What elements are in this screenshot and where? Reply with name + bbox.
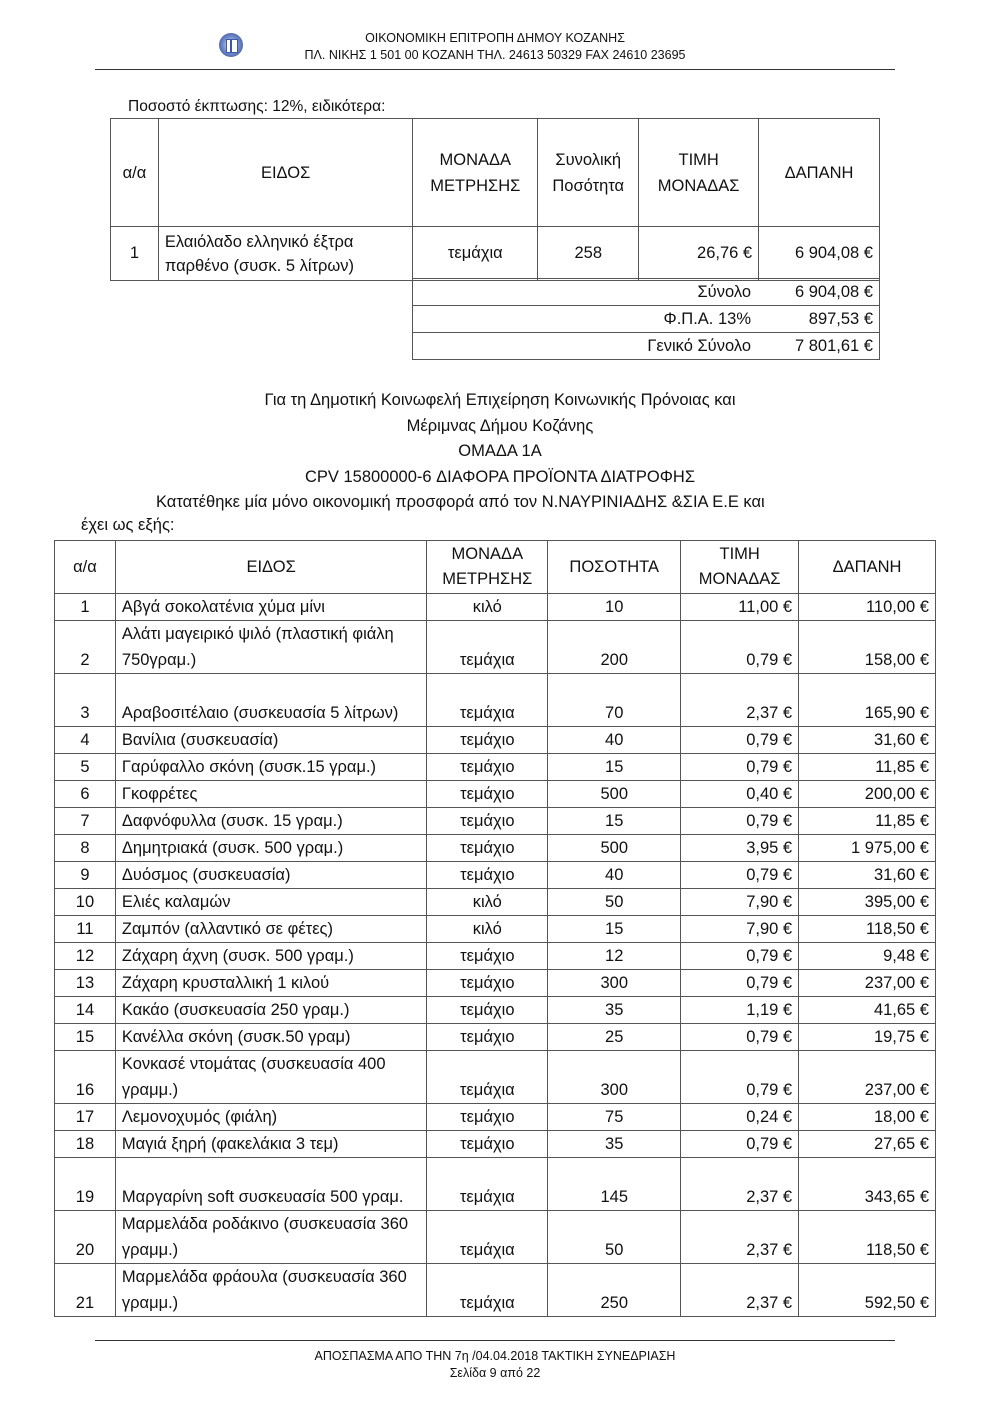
cell-qty: 35 [548, 997, 681, 1024]
cell-unit: τεμάχια [427, 1051, 548, 1104]
cell-aa: 7 [55, 808, 116, 835]
cell-cost: 9,48 € [799, 943, 936, 970]
cell-item: Δαφνόφυλλα (συσκ. 15 γραμ.) [115, 808, 426, 835]
cell-item: Αλάτι μαγειρικό ψιλό (πλαστική φιάλη 750γραμ.) [115, 621, 426, 674]
cell-price: 2,37 € [681, 1264, 799, 1317]
cell-unit: τεμάχιο [427, 997, 548, 1024]
table-row [55, 997, 936, 1024]
cell-item: Αβγά σοκολατένια χύμα μίνι [115, 594, 426, 621]
table-row [55, 808, 936, 835]
offer-paragraph-cont: έχει ως εξής: [81, 515, 175, 534]
cell-item: Δυόσμος (συσκευασία) [115, 862, 426, 889]
page-number: Σελίδα 9 από 22 [449, 1366, 541, 1380]
cell-item: Κανέλλα σκόνη (συσκ.50 γραμ) [115, 1024, 426, 1051]
cell-cost: 27,65 € [799, 1131, 936, 1158]
cell-price: 0,79 € [681, 1051, 799, 1104]
subtotal-value: 6 904,08 € [759, 279, 880, 306]
cell-item: Μαγιά ξηρή (φακελάκια 3 τεμ) [115, 1131, 426, 1158]
cell-unit: τεμάχια [427, 1264, 548, 1317]
cell-item: Ελιές καλαμών [115, 889, 426, 916]
table-row [55, 943, 936, 970]
cell-price: 0,79 € [681, 1131, 799, 1158]
cell-aa: 15 [55, 1024, 116, 1051]
cell-price: 0,40 € [681, 781, 799, 808]
cell-cost: 118,50 € [799, 916, 936, 943]
table-row [55, 1158, 936, 1211]
cell-price: 0,79 € [681, 808, 799, 835]
offer-paragraph: Κατατέθηκε μία μόνο οικονομική προσφορά από τον Ν.ΝΑΥΡΙΝΙΑΔΗΣ &ΣΙΑ Ε.Ε και [156, 493, 765, 511]
page-footer [95, 1348, 895, 1382]
table-row [55, 727, 936, 754]
table-row [55, 1024, 936, 1051]
cell-cost: 31,60 € [799, 862, 936, 889]
cell-qty: 500 [548, 781, 681, 808]
cell-aa: 8 [55, 835, 116, 862]
cell-cost: 395,00 € [799, 889, 936, 916]
cell-cost: 118,50 € [799, 1211, 936, 1264]
vat-value: 897,53 € [759, 306, 880, 333]
cell-item: Γαρύφαλλο σκόνη (συσκ.15 γραμ.) [115, 754, 426, 781]
cell-qty: 15 [548, 916, 681, 943]
cell-price: 7,90 € [681, 916, 799, 943]
cell-qty: 10 [548, 594, 681, 621]
table-row [55, 889, 936, 916]
cell-cost: 343,65 € [799, 1158, 936, 1211]
cell-cost: 237,00 € [799, 1051, 936, 1104]
cell-unit: κιλό [427, 594, 548, 621]
cell-qty: 50 [548, 889, 681, 916]
totals-table [412, 278, 880, 360]
cell-cost: 158,00 € [799, 621, 936, 674]
table-row [55, 754, 936, 781]
cell-aa: 11 [55, 916, 116, 943]
cell-item: Ελαιόλαδο ελληνικό έξτρα παρθένο (συσκ. 5 λίτρων) [158, 227, 412, 281]
col-header-item: ΕΙΔΟΣ [158, 119, 412, 227]
cell-aa: 5 [55, 754, 116, 781]
cell-qty: 25 [548, 1024, 681, 1051]
cell-item: Ζαμπόν (αλλαντικό σε φέτες) [115, 916, 426, 943]
table-row [55, 1264, 936, 1317]
cell-price: 7,90 € [681, 889, 799, 916]
cell-cost: 200,00 € [799, 781, 936, 808]
cell-aa: 9 [55, 862, 116, 889]
subtotal-label: Σύνολο [413, 279, 760, 306]
cell-aa: 17 [55, 1104, 116, 1131]
table-row [55, 594, 936, 621]
cell-qty: 40 [548, 727, 681, 754]
table-row [55, 916, 936, 943]
cell-item: Βανίλια (συσκευασία) [115, 727, 426, 754]
cell-item: Μαρμελάδα φράουλα (συσκευασία 360 γραμμ.) [115, 1264, 426, 1317]
cell-item: Κακάο (συσκευασία 250 γραμ.) [115, 997, 426, 1024]
header-divider [95, 69, 895, 70]
cell-item: Μαρμελάδα ροδάκινο (συσκευασία 360 γραμμ.) [115, 1211, 426, 1264]
cell-qty: 70 [548, 674, 681, 727]
col-header-item: ΕΙΔΟΣ [115, 541, 426, 594]
footer-meeting: ΑΠΟΣΠΑΣΜΑ ΑΠΟ ΤΗΝ 7η /04.04.2018 ΤΑΚΤΙΚΗ ΣΥΝΕΔΡΙΑΣΗ [314, 1349, 676, 1363]
intro-line-2: Μέριμνας Δήμου Κοζάνης [406, 416, 594, 435]
cell-qty: 300 [548, 970, 681, 997]
cell-unit: τεμάχιο [427, 781, 548, 808]
cell-item: Κονκασέ ντομάτας (συσκευασία 400 γραμμ.) [115, 1051, 426, 1104]
cell-unit: τεμάχια [413, 227, 538, 281]
table-row [55, 970, 936, 997]
offer-table-olive-oil [110, 118, 880, 281]
cell-aa: 12 [55, 943, 116, 970]
group-intro [60, 388, 940, 538]
cell-price: 0,79 € [681, 727, 799, 754]
group-title: ΟΜΑΔΑ 1Α [458, 442, 542, 460]
cell-item: Ζάχαρη άχνη (συσκ. 500 γραμ.) [115, 943, 426, 970]
table-row [55, 674, 936, 727]
cell-aa: 1 [111, 227, 159, 281]
cell-unit: τεμάχια [427, 674, 548, 727]
grand-total-label: Γενικό Σύνολο [413, 333, 760, 360]
cell-item: Ζάχαρη κρυσταλλική 1 κιλού [115, 970, 426, 997]
cell-aa: 4 [55, 727, 116, 754]
intro-line-1: Για τη Δημοτική Κοινωφελή Επιχείρηση Κοινωνικής Πρόνοιας και [264, 391, 736, 409]
table-row [55, 862, 936, 889]
cell-item: Δημητριακά (συσκ. 500 γραμ.) [115, 835, 426, 862]
cell-qty: 50 [548, 1211, 681, 1264]
cell-unit: τεμάχιο [427, 727, 548, 754]
cell-unit: τεμάχιο [427, 1024, 548, 1051]
totals-row-vat [413, 306, 880, 333]
cell-qty: 200 [548, 621, 681, 674]
cell-aa: 21 [55, 1264, 116, 1317]
letterhead-title: ΟΙΚΟΝΟΜΙΚΗ ΕΠΙΤΡΟΠΗ ΔΗΜΟΥ ΚΟΖΑΝΗΣ [365, 31, 625, 45]
cpv-title: CPV 15800000-6 ΔΙΑΦΟΡΑ ΠΡΟΪΟΝΤΑ ΔΙΑΤΡΟΦΗΣ [304, 467, 696, 486]
cell-cost: 19,75 € [799, 1024, 936, 1051]
cell-cost: 11,85 € [799, 754, 936, 781]
col-header-price: ΤΙΜΗ ΜΟΝΑΔΑΣ [681, 541, 799, 594]
cell-unit: τεμάχιο [427, 1104, 548, 1131]
cell-qty: 15 [548, 808, 681, 835]
cell-aa: 19 [55, 1158, 116, 1211]
table-row [55, 781, 936, 808]
cell-unit: τεμάχια [427, 621, 548, 674]
table-row [55, 835, 936, 862]
col-header-aa: α/α [111, 119, 159, 227]
totals-row-grand-total [413, 333, 880, 360]
col-header-cost: ΔΑΠΑΝΗ [759, 119, 880, 227]
cell-price: 11,00 € [681, 594, 799, 621]
cell-cost: 110,00 € [799, 594, 936, 621]
cell-unit: τεμάχια [427, 1211, 548, 1264]
col-header-qty: Συνολική Ποσότητα [538, 119, 639, 227]
cell-qty: 40 [548, 862, 681, 889]
grand-total-value: 7 801,61 € [759, 333, 880, 360]
cell-price: 3,95 € [681, 835, 799, 862]
letterhead [95, 30, 895, 64]
cell-item: Αραβοσιτέλαιο (συσκευασία 5 λίτρων) [115, 674, 426, 727]
col-header-cost: ΔΑΠΑΝΗ [799, 541, 936, 594]
cell-price: 0,79 € [681, 943, 799, 970]
table-row [55, 1211, 936, 1264]
cell-item: Μαργαρίνη soft συσκευασία 500 γραμ. [115, 1158, 426, 1211]
cell-price: 0,79 € [681, 754, 799, 781]
cell-aa: 10 [55, 889, 116, 916]
cell-aa: 3 [55, 674, 116, 727]
letterhead-address: ΠΛ. ΝΙΚΗΣ 1 501 00 ΚΟΖΑΝΗ ΤΗΛ. 24613 50329 FAX 24610 23695 [304, 48, 686, 62]
cell-cost: 237,00 € [799, 970, 936, 997]
col-header-qty: ΠΟΣΟΤΗΤΑ [548, 541, 681, 594]
cell-price: 0,79 € [681, 621, 799, 674]
cell-qty: 15 [548, 754, 681, 781]
cell-unit: τεμάχιο [427, 754, 548, 781]
discount-text: Ποσοστό έκπτωσης: 12%, ειδικότερα: [128, 98, 386, 115]
cell-aa: 14 [55, 997, 116, 1024]
cell-qty: 35 [548, 1131, 681, 1158]
footer-divider [95, 1340, 895, 1341]
cell-qty: 300 [548, 1051, 681, 1104]
cell-price: 1,19 € [681, 997, 799, 1024]
cell-qty: 250 [548, 1264, 681, 1317]
cell-unit: τεμάχιο [427, 970, 548, 997]
cell-qty: 145 [548, 1158, 681, 1211]
cell-cost: 11,85 € [799, 808, 936, 835]
cell-aa: 1 [55, 594, 116, 621]
cell-cost: 1 975,00 € [799, 835, 936, 862]
cell-unit: τεμάχιο [427, 808, 548, 835]
offer-table-group-1a [54, 540, 936, 1317]
cell-aa: 13 [55, 970, 116, 997]
cell-unit: τεμάχιο [427, 1131, 548, 1158]
cell-aa: 2 [55, 621, 116, 674]
cell-cost: 41,65 € [799, 997, 936, 1024]
cell-qty: 258 [538, 227, 639, 281]
cell-qty: 75 [548, 1104, 681, 1131]
cell-cost: 18,00 € [799, 1104, 936, 1131]
table-row [55, 1051, 936, 1104]
cell-unit: τεμάχιο [427, 835, 548, 862]
cell-unit: τεμάχια [427, 1158, 548, 1211]
cell-item: Λεμονοχυμός (φιάλη) [115, 1104, 426, 1131]
cell-unit: τεμάχιο [427, 862, 548, 889]
table-header-row [111, 119, 880, 227]
cell-qty: 12 [548, 943, 681, 970]
cell-aa: 18 [55, 1131, 116, 1158]
cell-price: 0,79 € [681, 1024, 799, 1051]
cell-aa: 6 [55, 781, 116, 808]
cell-aa: 16 [55, 1051, 116, 1104]
table-row [55, 621, 936, 674]
col-header-aa: α/α [55, 541, 116, 594]
cell-unit: τεμάχιο [427, 943, 548, 970]
cell-cost: 165,90 € [799, 674, 936, 727]
cell-qty: 500 [548, 835, 681, 862]
cell-price: 2,37 € [681, 1211, 799, 1264]
cell-price: 2,37 € [681, 1158, 799, 1211]
cell-aa: 20 [55, 1211, 116, 1264]
cell-price: 0,79 € [681, 862, 799, 889]
vat-label: Φ.Π.Α. 13% [413, 306, 760, 333]
cell-cost: 592,50 € [799, 1264, 936, 1317]
cell-item: Γκοφρέτες [115, 781, 426, 808]
table-row [55, 1104, 936, 1131]
cell-cost: 31,60 € [799, 727, 936, 754]
cell-unit: κιλό [427, 889, 548, 916]
cell-cost: 6 904,08 € [759, 227, 880, 281]
cell-price: 0,24 € [681, 1104, 799, 1131]
cell-price: 26,76 € [639, 227, 759, 281]
table-row [111, 227, 880, 281]
col-header-unit: ΜΟΝΑΔΑ ΜΕΤΡΗΣΗΣ [427, 541, 548, 594]
col-header-unit: ΜΟΝΑΔΑ ΜΕΤΡΗΣΗΣ [413, 119, 538, 227]
col-header-price: ΤΙΜΗ ΜΟΝΑΔΑΣ [639, 119, 759, 227]
totals-row-subtotal [413, 279, 880, 306]
cell-price: 0,79 € [681, 970, 799, 997]
table-header-row [55, 541, 936, 594]
cell-price: 2,37 € [681, 674, 799, 727]
table-row [55, 1131, 936, 1158]
cell-unit: κιλό [427, 916, 548, 943]
